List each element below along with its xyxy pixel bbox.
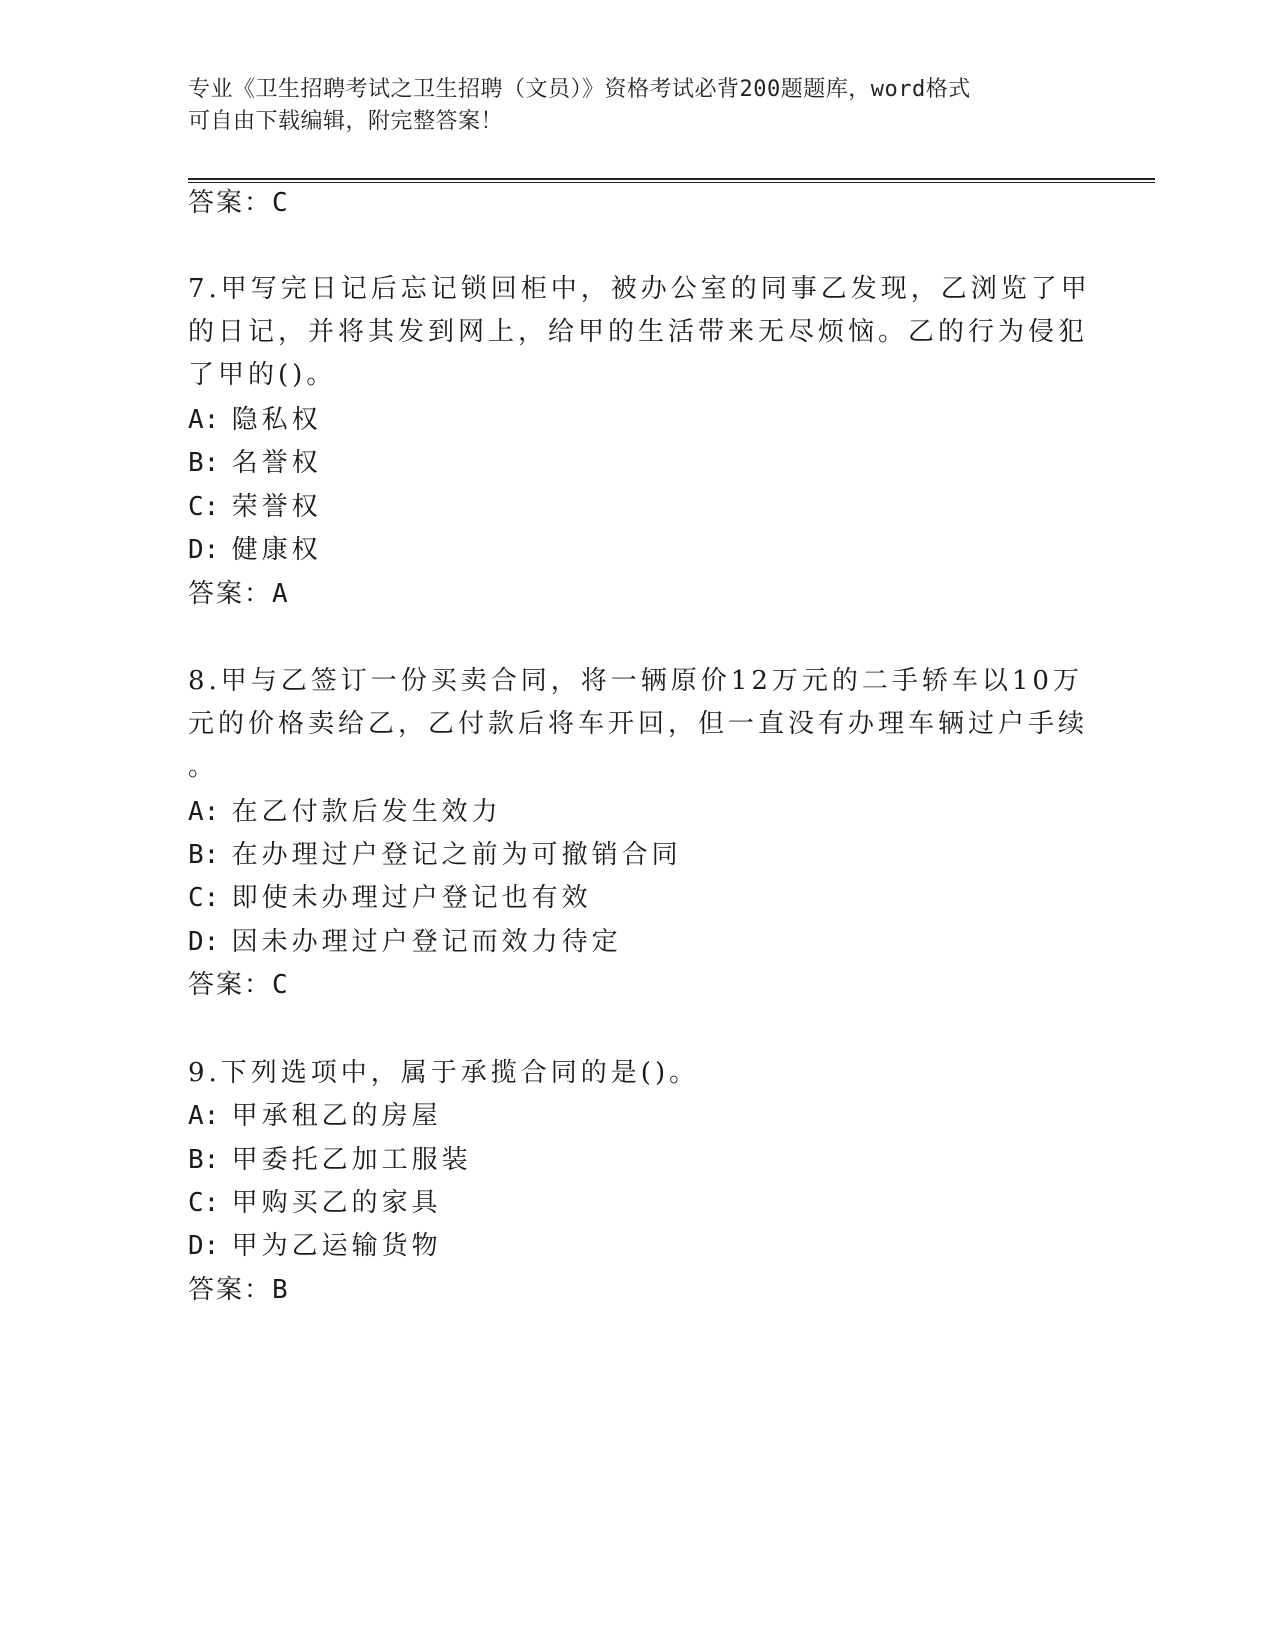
option-key: B:: [188, 840, 220, 870]
question-stem-line: 的日记，并将其发到网上，给甲的生活带来无尽烦恼。乙的行为侵犯: [188, 317, 1089, 347]
answer-label: 答案：: [188, 188, 273, 218]
option-text: 荣誉权: [231, 492, 322, 522]
option-key: C:: [188, 883, 220, 913]
option-key: C:: [188, 492, 220, 522]
option-text: 甲购买乙的家具: [231, 1188, 442, 1218]
option-key: B:: [188, 1145, 220, 1175]
answer-line: [188, 968, 290, 1002]
option-key: A:: [188, 1101, 220, 1131]
option-key: C:: [188, 1188, 220, 1218]
option-key: B:: [188, 448, 220, 478]
question-stem-line: 7.甲写完日记后忘记锁回柜中，被办公室的同事乙发现，乙浏览了甲: [188, 274, 1091, 304]
option-text: 甲承租乙的房屋: [231, 1101, 442, 1131]
option-item: [188, 533, 322, 567]
option-item: [188, 490, 322, 524]
option-item: [188, 403, 322, 437]
answer-line: [188, 577, 290, 611]
header-divider: [188, 178, 1155, 183]
answer-line: [188, 1273, 290, 1307]
answer-value: A: [272, 579, 290, 609]
answer-label: 答案：: [188, 1275, 273, 1305]
option-item: [188, 1099, 442, 1133]
option-item: [188, 446, 322, 480]
option-text: 因未办理过户登记而效力待定: [231, 927, 622, 957]
answer-value: C: [272, 188, 290, 218]
option-key: D:: [188, 535, 220, 565]
option-key: D:: [188, 1231, 220, 1261]
option-text: 在办理过户登记之前为可撤销合同: [231, 840, 682, 870]
option-item: [188, 1143, 472, 1177]
option-text: 甲委托乙加工服装: [231, 1145, 472, 1175]
option-key: A:: [188, 405, 220, 435]
option-text: 甲为乙运输货物: [231, 1231, 442, 1261]
answer-label: 答案：: [188, 579, 273, 609]
answer-line: [188, 186, 290, 220]
option-text: 健康权: [231, 535, 322, 565]
question-stem-line: 了甲的()。: [188, 360, 337, 390]
option-item: [188, 1186, 442, 1220]
option-text: 即使未办理过户登记也有效: [231, 883, 592, 913]
option-item: [188, 795, 502, 829]
option-text: 隐私权: [231, 405, 322, 435]
question-stem-line: 元的价格卖给乙，乙付款后将车开回，但一直没有办理车辆过户手续: [188, 709, 1089, 739]
answer-value: B: [272, 1275, 290, 1305]
option-item: [188, 881, 592, 915]
option-key: D:: [188, 927, 220, 957]
option-item: [188, 838, 682, 872]
answer-label: 答案：: [188, 970, 273, 1000]
header-line-2: 可自由下载编辑，附完整答案！: [188, 109, 504, 134]
question-stem-line: 9.下列选项中，属于承揽合同的是()。: [188, 1058, 700, 1088]
option-text: 名誉权: [231, 448, 322, 478]
header-line-1: 专业《卫生招聘考试之卫生招聘（文员）》资格考试必背200题题库，word格式: [188, 77, 971, 102]
question-stem-line: 8.甲与乙签订一份买卖合同，将一辆原价12万元的二手轿车以10万: [188, 666, 1083, 696]
option-item: [188, 925, 622, 959]
document-header: [188, 74, 1068, 138]
option-text: 在乙付款后发生效力: [231, 797, 502, 827]
option-item: [188, 1229, 442, 1263]
option-key: A:: [188, 797, 220, 827]
question-stem-line: 。: [188, 752, 219, 782]
answer-value: C: [272, 970, 290, 1000]
